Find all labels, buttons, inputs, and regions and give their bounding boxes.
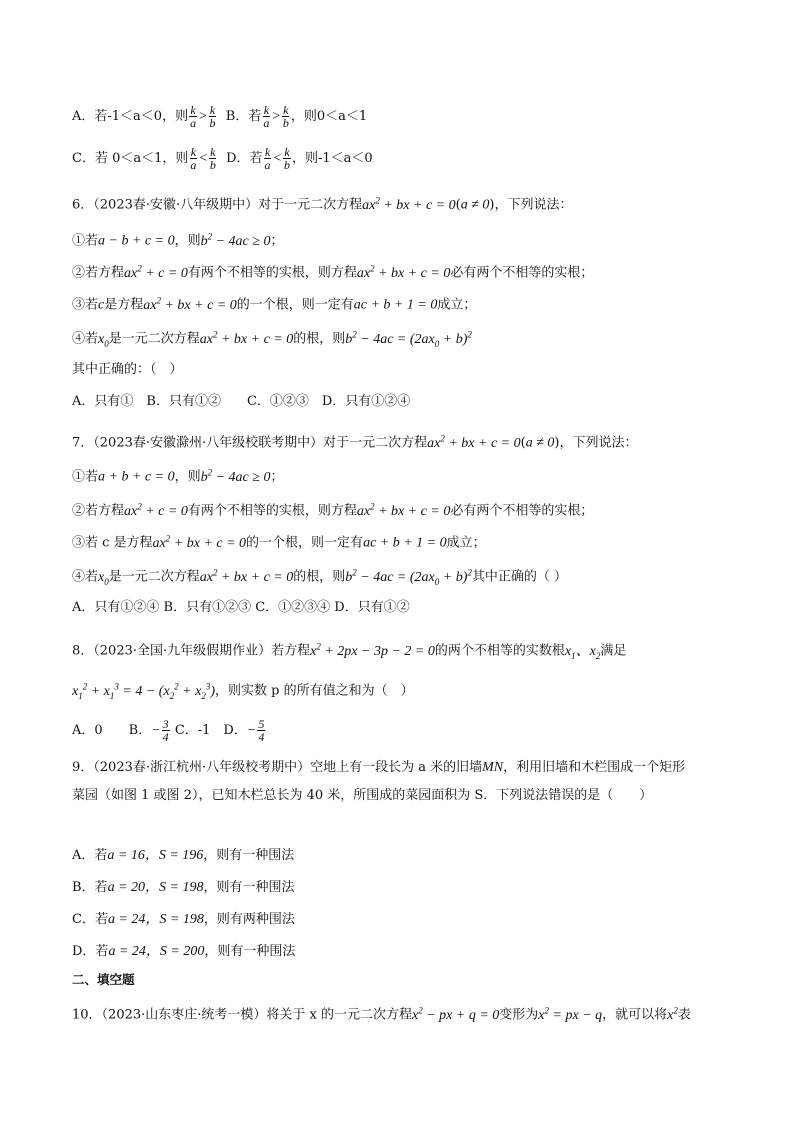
q8-options: A．0 B．− $\frac{3}{4}$ C．-1 D．− $\frac{5}{4}$	[72, 717, 265, 744]
q9-stem-line2: 菜园（如图 1 或图 2），已知木栏总长为 40 米，所围成的菜园面积为 S．下列说法错误的是（ ）	[72, 788, 653, 803]
q9-stem-line1: 9．（2023春·浙江杭州·八年级校考期中）空地上有一段长为 a 米的旧墙MN，利用旧墙和木栏围成一个矩形	[72, 760, 686, 775]
q9-option-d: D．若a = 24，S = 200，则有一种围法	[72, 944, 296, 959]
q7-stem: 7．（2023春·安徽滁州·八年级校联考期中）对于一元二次方程$ax^2$ + bx + c = 0(a ≠ 0)，下列说法：	[72, 433, 638, 451]
q5-option-ab: A．若-1＜a＜0，则 $\frac{k}{a}$ > $\frac{k}{b}$ B．若 $\frac{k}{a}$ > $\frac{k}{b}$ ，则0＜a＜1	[72, 103, 368, 130]
q8-condition: $x_1^2 + x_1^3 = 4 - (x_2^2 + x_2^3)$，则实数 p 的所有值之和为（ ）	[72, 681, 414, 701]
q6-ask: 其中正确的：（ ）	[72, 362, 183, 377]
q7-statement-4: ④若$x_0$是一元二次方程$ax^2$ + bx + c = 0的根，则$b^2 - 4ac = (2ax_0 + b)^2$其中正确的（ ）	[72, 567, 567, 587]
q5-option-cd: C．若 0＜a＜1，则 $\frac{k}{a}$ < $\frac{k}{b}$ D．若 $\frac{k}{a}$ < $\frac{k}{b}$ ，则-1＜a＜0	[72, 145, 373, 172]
q7-statement-1: ①若a + b + c = 0，则$b^2 - 4ac \ge 0$；	[72, 467, 284, 485]
q6-options: A．只有① B．只有①② C．①②③ D．只有①②④	[72, 394, 411, 409]
q6-statement-1: ①若a − b + c = 0，则$b^2 - 4ac \ge 0$；	[72, 231, 284, 249]
q9-option-a: A．若a = 16，S = 196，则有一种围法	[72, 848, 295, 863]
q6-statement-2: ②若方程$ax^2 + c = 0$有两个不相等的实根，则方程$ax^2$ + bx + c = 0必有两个不相等的实根；	[72, 263, 594, 281]
q9-option-b: B．若a = 20，S = 198，则有一种围法	[72, 880, 295, 895]
q8-stem: 8．（2023·全国·九年级假期作业）若方程$x^2 + 2px - 3p - 2 = 0$的两个不相等的实数根$x_1$、$x_2$满足	[72, 641, 627, 661]
q7-options: A．只有①②④ B．只有①②③ C．①②③④ D．只有①②	[72, 600, 410, 615]
q6-statement-4: ④若$x_0$是一元二次方程$ax^2$ + bx + c = 0的根，则$b^2 - 4ac = (2ax_0 + b)^2$	[72, 329, 472, 349]
q9-option-c: C．若a = 24，S = 198，则有两种围法	[72, 912, 295, 927]
q7-statement-3: ③若 c 是方程$ax^2$ + bx + c = 0的一个根，则一定有ac + b + 1 = 0成立；	[72, 533, 486, 551]
section-heading: 二、填空题	[72, 972, 135, 987]
q6-stem: 6．（2023春·安徽·八年级期中）对于一元二次方程$ax^2$ + bx + c = 0(a ≠ 0)，下列说法：	[72, 195, 573, 213]
q10-stem: 10．（2023·山东枣庄·统考一模）将关于 x 的一元二次方程$x^2$ − px + q = 0变形为$x^2$ = px − q，就可以将$x^2$表	[72, 1005, 691, 1023]
q6-statement-3: ③若c是方程$ax^2$ + bx + c = 0的一个根，则一定有ac + b + 1 = 0成立；	[72, 295, 477, 313]
q7-statement-2: ②若方程$ax^2 + c = 0$有两个不相等的实根，则方程$ax^2$ + bx + c = 0必有两个不相等的实根；	[72, 501, 594, 519]
